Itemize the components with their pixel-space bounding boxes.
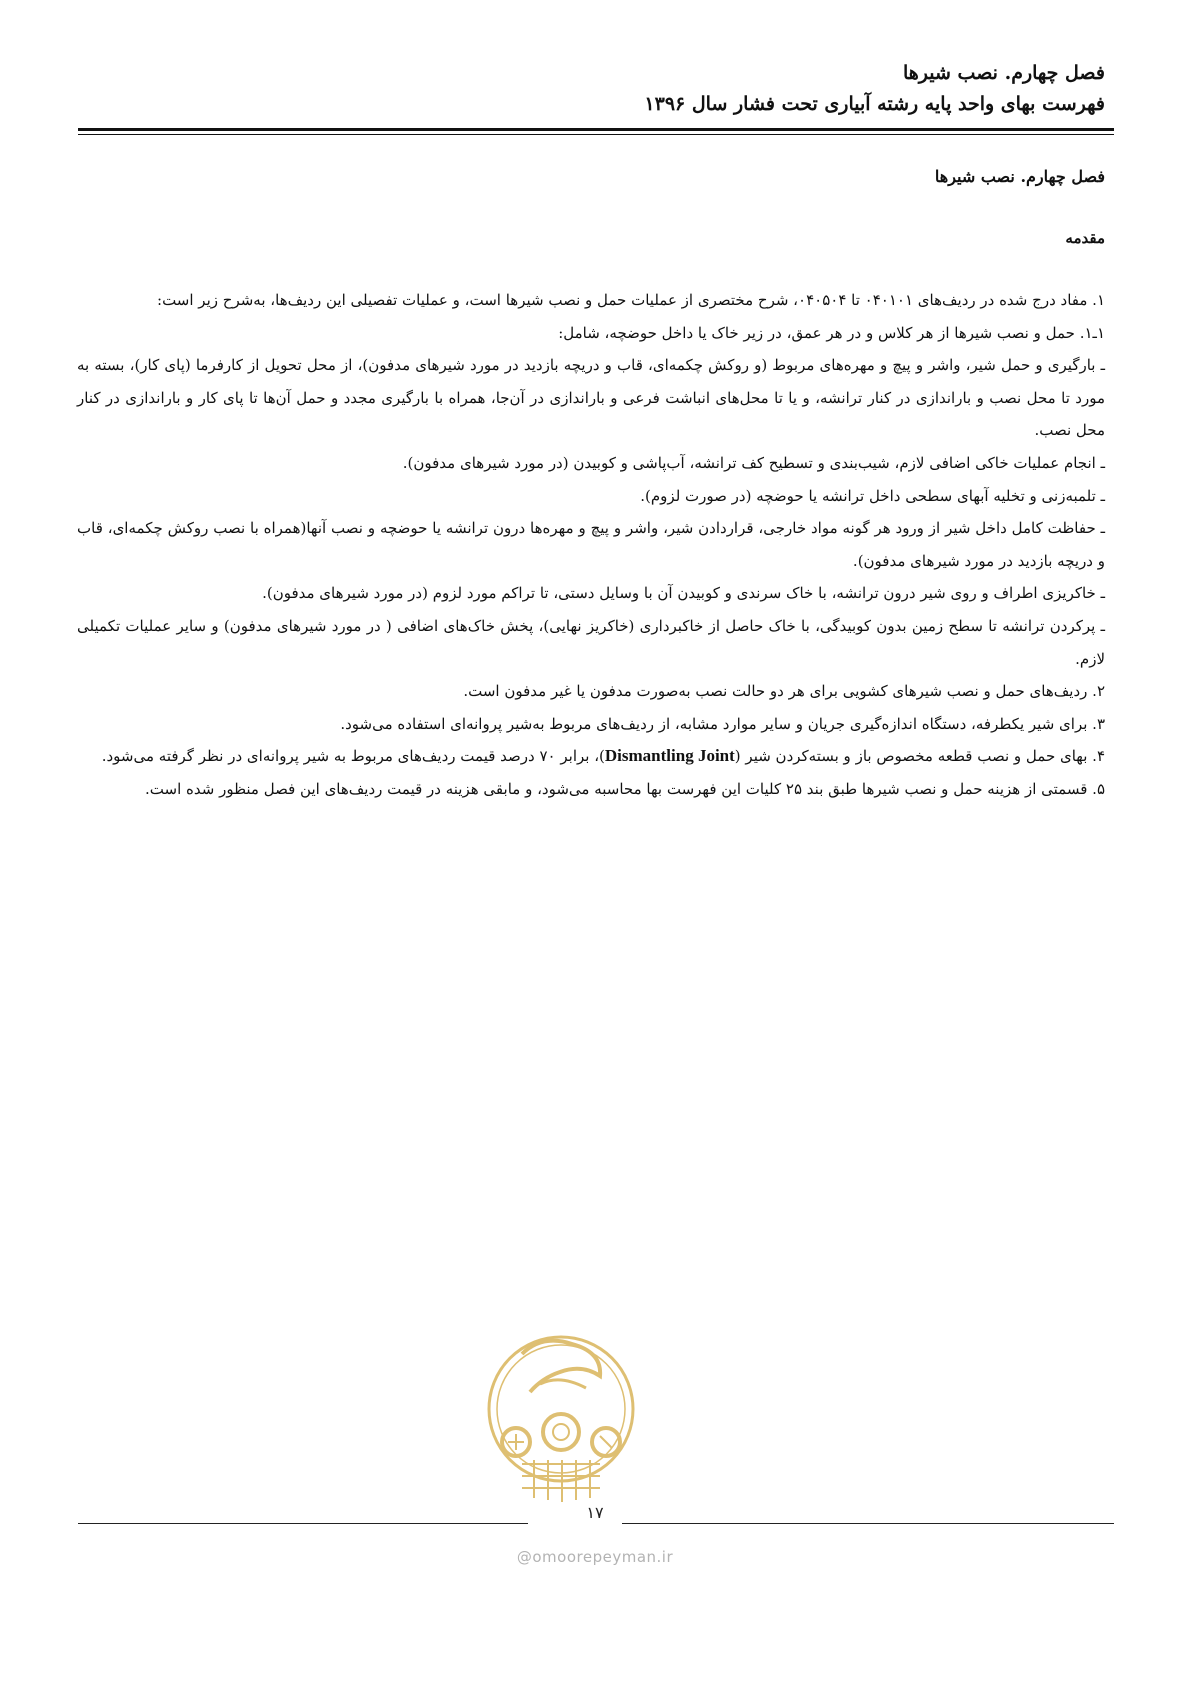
seal-logo-icon [482,1314,640,1524]
paragraph-4-after: )، برابر ۷۰ درصد قیمت ردیف‌های مربوط به شیر پروانه‌ای در نظر گرفته می‌شود. [101,747,605,766]
bullet-pumping: ـ تلمبه‌زنی و تخلیه آبهای سطحی داخل ترانشه یا حوضچه (در صورت لزوم). [640,486,1105,505]
body-content [77,164,1105,806]
paragraph-1-1: ۱ـ۱. حمل و نصب شیرها از هر کلاس و در هر عمق، در زیر خاک یا داخل حوضچه، شامل: [558,323,1105,342]
paragraph-1: ۱. مفاد درج شده در ردیف‌های ۰۴۰۱۰۱ تا ۰۴۰۵۰۴، شرح مختصری از عملیات حمل و نصب شیرها است، و عملیات تفصیلی این ردیف‌ها، به‌شرح زیر است: [157,291,1105,309]
paragraph-2: ۲. ردیف‌های حمل و نصب شیرهای کشویی برای هر دو حالت نصب به‌صورت مدفون یا غیر مدفون است. [463,682,1105,701]
paragraph-4 [77,740,1105,773]
header-rule-thin [78,134,1114,135]
footer-rule-right [622,1523,1114,1524]
paragraph-4-term: Dismantling Joint [604,746,735,766]
section-title: فصل چهارم. نصب شیرها [934,167,1105,186]
running-header [77,58,1105,120]
header-chapter-title: فصل چهارم. نصب شیرها [902,62,1105,84]
header-rule-thick [78,128,1114,131]
site-credit: @omoorepeyman.ir [516,1548,674,1566]
bullet-final-fill: ـ پرکردن ترانشه تا سطح زمین بدون کوبیدگی، با خاک حاصل از خاکبرداری (خاکریز نهایی)، پخش خاک‌های اضافی ( در مورد شیرهای مدفون) و سایر عملیات تکمیلی لازم. [77,616,1105,668]
footer-rule-left [78,1523,528,1524]
paragraph-4-before: ۴. بهای حمل و نصب قطعه مخصوص باز و بسته‌کردن شیر ( [734,747,1105,766]
bullet-loading-transport: ـ بارگیری و حمل شیر، واشر و پیچ و مهره‌های مربوط (و روکش چکمه‌ای، قاب و دریچه بازدید در مورد شیرهای مدفون)، از محل تحویل از کارفرما (پای کار)، بسته به مورد تا محل نصب و باراندازی در کنار ترانشه، و یا تا محل‌های انباشت فرعی و باراندازی در آن‌جا، همراه با بارگیری مجدد و حمل آن‌ها تا پای کار و باراندازی در کنار محل نصب. [77,356,1105,440]
paragraph-5: ۵. قسمتی از هزینه حمل و نصب شیرها طبق بند ۲۵ کلیات این فهرست بها محاسبه می‌شود، و مابقی هزینه در قیمت ردیف‌های این فصل منظور شده است. [145,779,1105,798]
page-number: ۱۷ [586,1503,604,1522]
bullet-backfill: ـ خاکریزی اطراف و روی شیر درون ترانشه، با خاک سرندی و کوبیدن آن با وسایل دستی، تا تراکم مورد لزوم (در مورد شیرهای مدفون). [262,584,1105,603]
intro-heading: مقدمه [1065,229,1105,247]
bullet-earthwork: ـ انجام عملیات خاکی اضافی لازم، شیب‌بندی و تسطیح کف ترانشه، آب‌پاشی و کوبیدن (در مورد شیرهای مدفون). [402,453,1105,472]
paragraph-3: ۳. برای شیر یکطرفه، دستگاه اندازه‌گیری جریان و سایر موارد مشابه، از ردیف‌های مربوط به‌شیر پروانه‌ای استفاده می‌شود. [340,714,1105,733]
bullet-protection-installation: ـ حفاظت کامل داخل شیر از ورود هر گونه مواد خارجی، قراردادن شیر، واشر و پیچ و مهره‌ها درون ترانشه یا حوضچه و نصب آنها(همراه با نصب روکش چکمه‌ای، قاب و دریچه بازدید در مورد شیرهای مدفون). [77,519,1105,570]
header-document-title: فهرست بهای واحد پایه رشته آبیاری تحت فشار سال ۱۳۹۶ [644,93,1105,115]
